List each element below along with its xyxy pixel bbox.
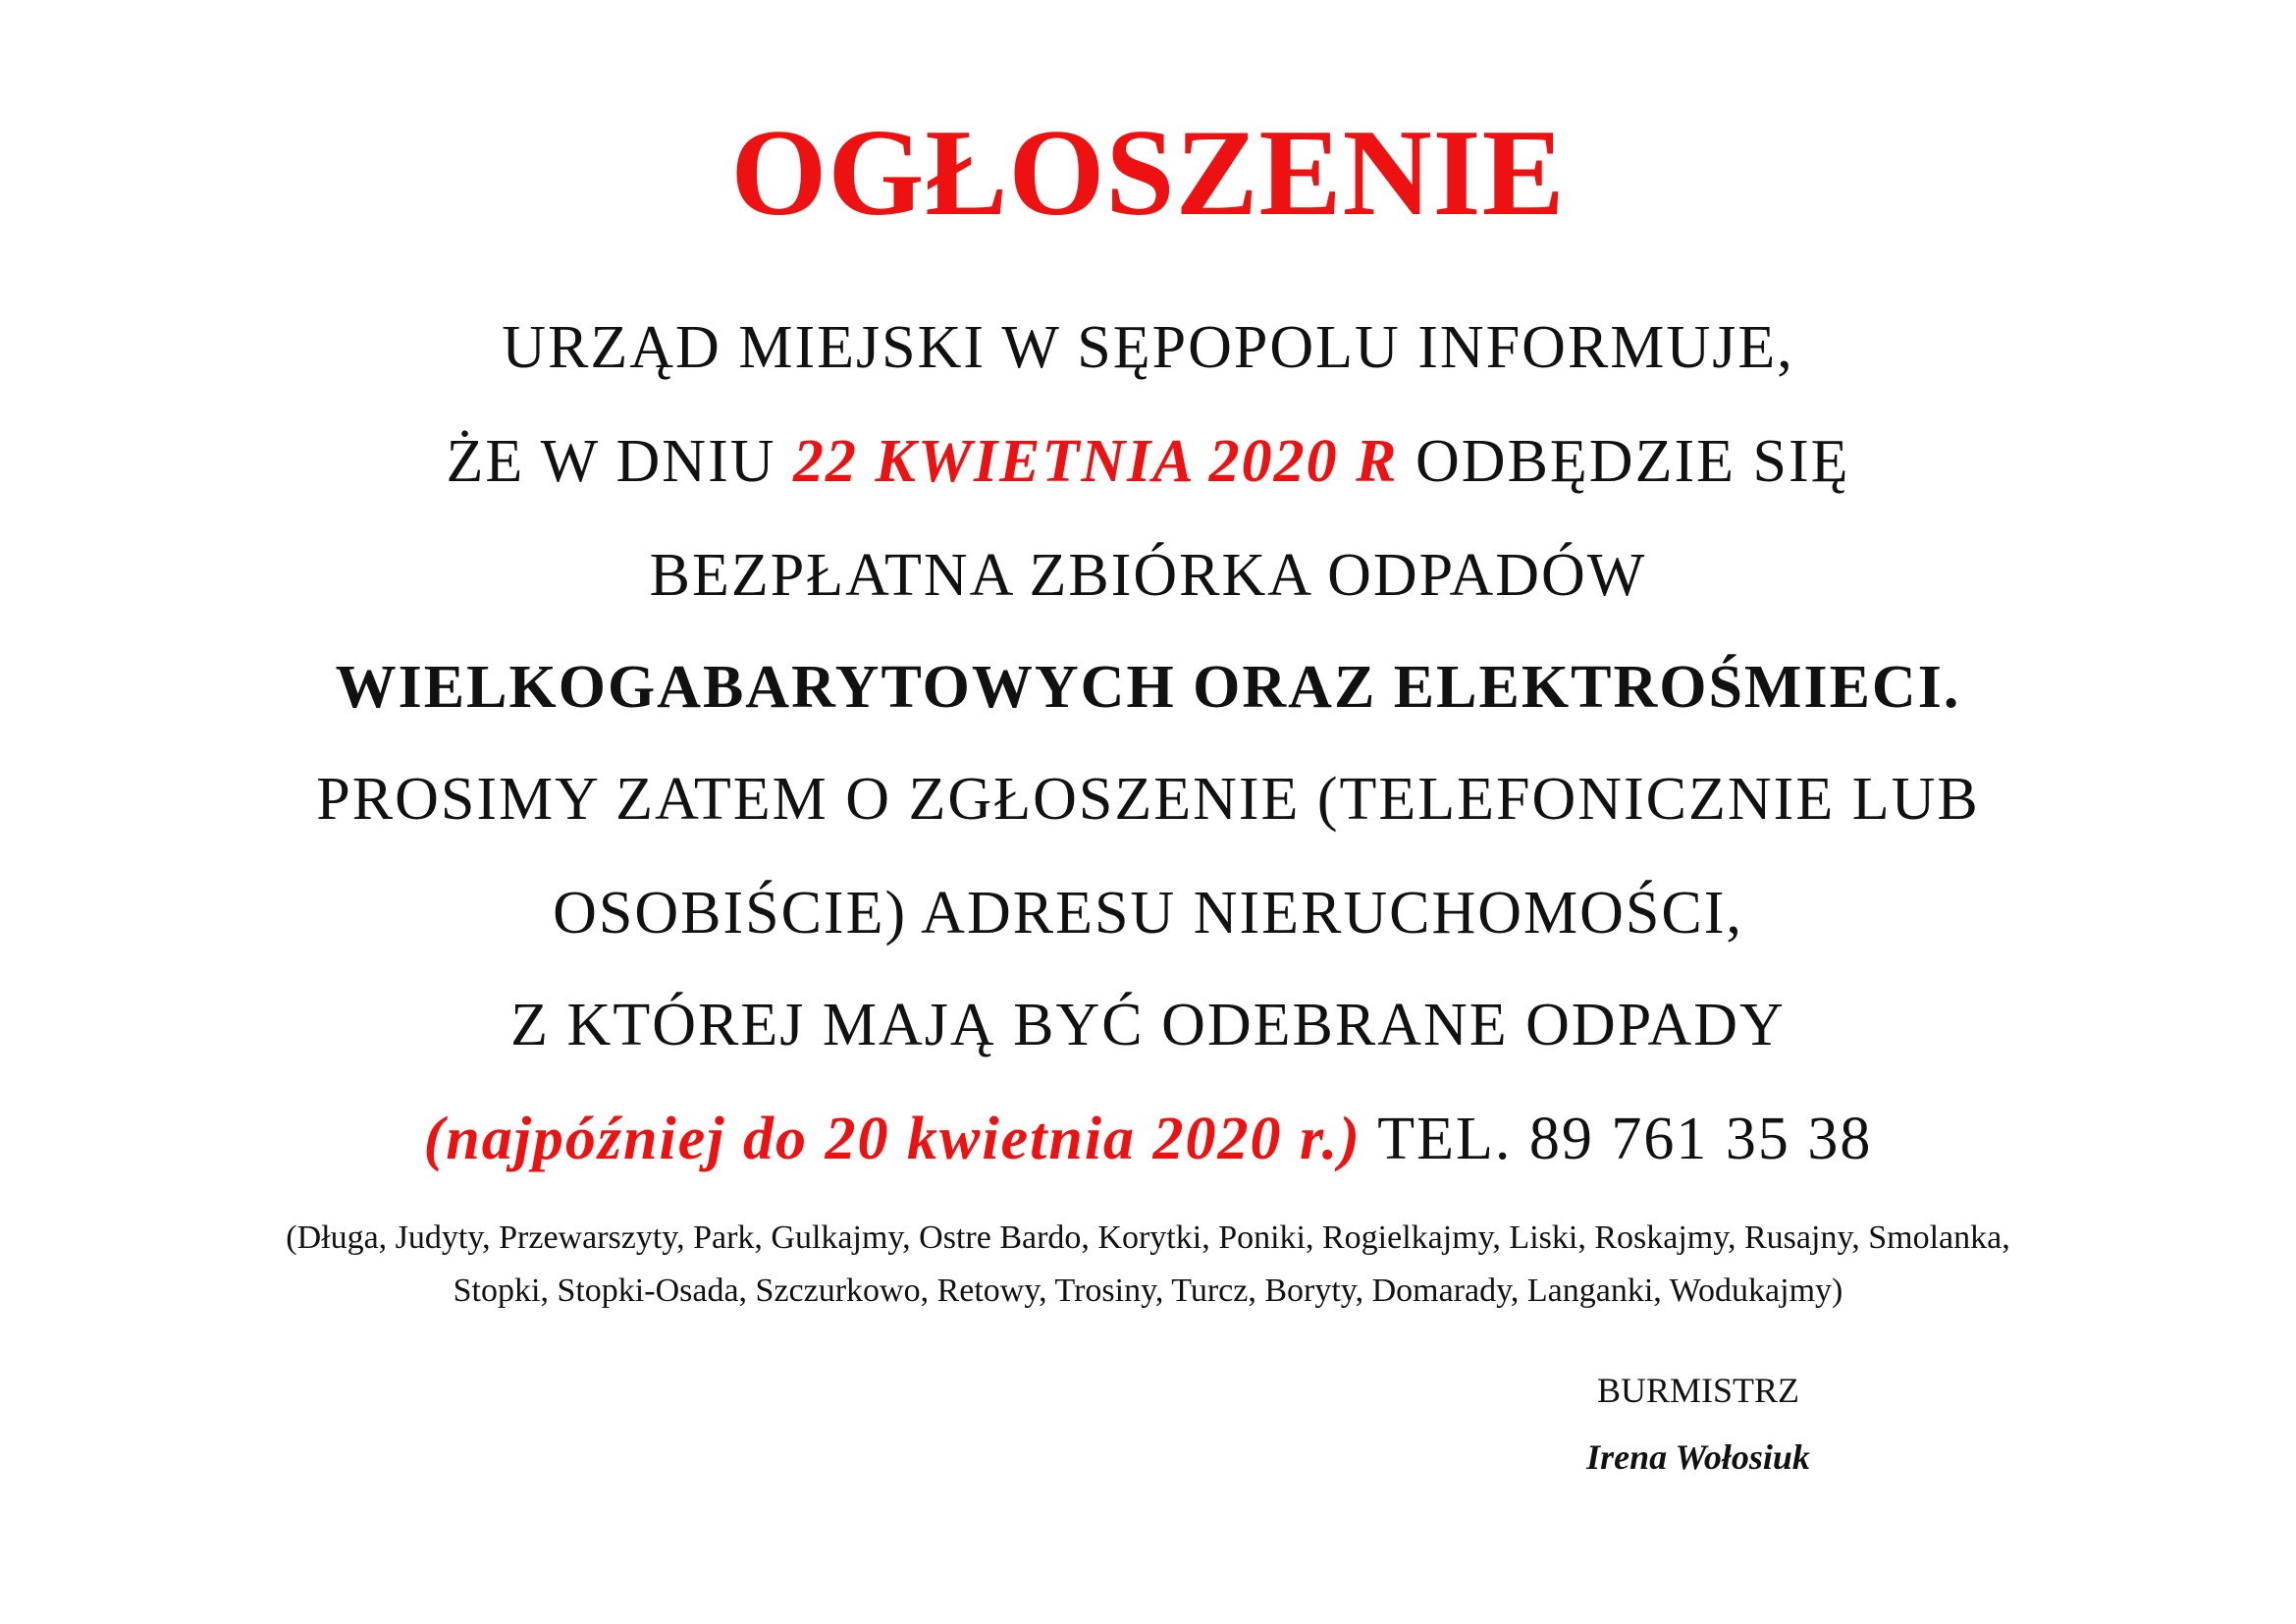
notice-title: OGŁOSZENIE (730, 105, 1566, 242)
signature-role: BURMISTRZ (1596, 1371, 1800, 1410)
notice-line-6: OSOBIŚCIE) ADRESU NIERUCHOMOŚCI, (553, 880, 1743, 947)
localities-line-2: Stopki, Stopki-Osada, Szczurkowo, Retowy, Trosiny, Turcz, Boryty, Domarady, Langanki, Wodukajmy) (453, 1272, 1843, 1309)
notice-line-8 (0, 1104, 2296, 1174)
notice-line-3: BEZPŁATNA ZBIÓRKA ODPADÓW (649, 542, 1647, 609)
notice-line-2-post: ODBĘDZIE SIĘ (1398, 428, 1850, 495)
notice-line-1: URZĄD MIEJSKI W SĘPOPOLU INFORMUJE, (502, 314, 1794, 381)
notice-line-7: Z KTÓREJ MAJĄ BYĆ ODEBRANE ODPADY (510, 992, 1786, 1058)
registration-deadline: (najpóźniej do 20 kwietnia 2020 r.) (423, 1106, 1362, 1172)
notice-line-2 (0, 426, 2296, 497)
notice-line-2-pre: ŻE W DNIU (446, 428, 793, 495)
collection-date: 22 KWIETNIA 2020 R (793, 428, 1399, 495)
phone-number: TEL. 89 761 35 38 (1361, 1106, 1873, 1172)
signature-name: Irena Wołosiuk (1586, 1437, 1810, 1477)
localities-line-1: (Długa, Judyty, Przewarszyty, Park, Gulkajmy, Ostre Bardo, Korytki, Poniki, Rogielkajmy, Liski, Roskajmy, Rusajny, Smolanka, (286, 1219, 2010, 1256)
notice-line-4: WIELKOGABARYTOWYCH ORAZ ELEKTROŚMIECI. (335, 654, 1961, 721)
notice-line-5: PROSIMY ZATEM O ZGŁOSZENIE (TELEFONICZNIE LUB (316, 766, 1980, 833)
